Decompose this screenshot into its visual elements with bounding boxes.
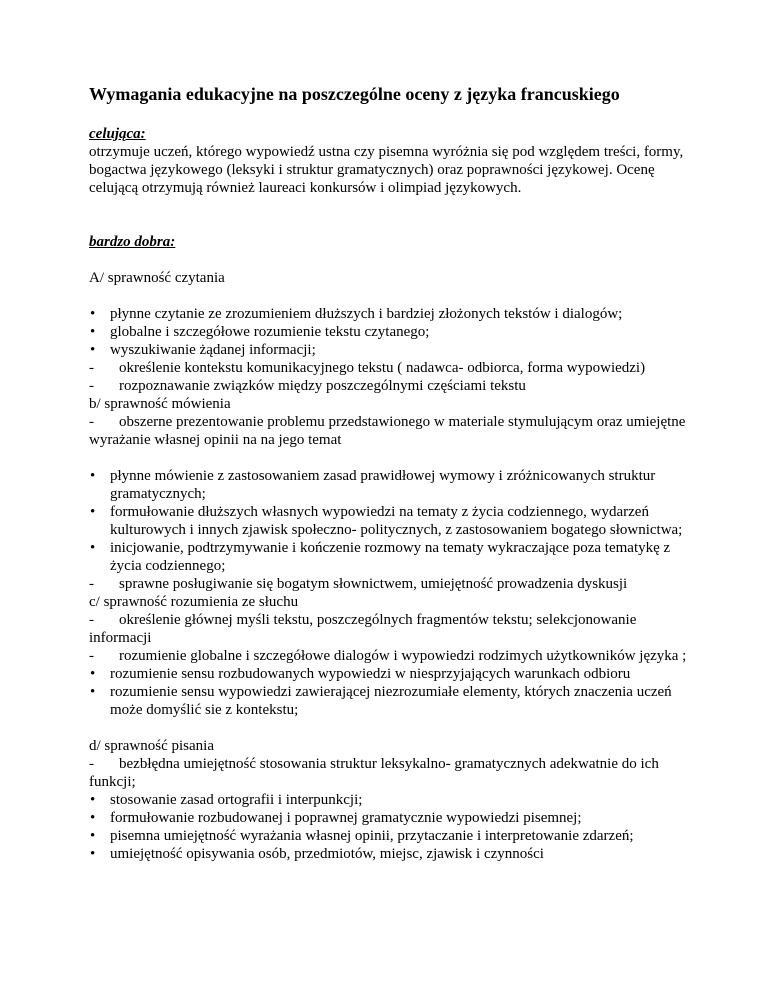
list-item: • formułowanie dłuższych własnych wypowiedzi na tematy z życia codziennego, wydarzeń kulturowych i innych zjawisk społeczno- politycznych, z zastosowaniem bogatego słownictwa; [89, 503, 689, 539]
list-item: • umiejętność opisywania osób, przedmiotów, miejsc, zjawisk i czynności [89, 845, 689, 863]
list-item: • globalne i szczegółowe rozumienie tekstu czytanego; [89, 323, 689, 341]
list-item: • rozumienie sensu wypowiedzi zawierającej niezrozumiałe elementy, których znaczenia uczeń może domyślić sie z kontekstu; [89, 683, 689, 719]
reading-dash-item: - rozpoznawanie związków między poszczególnymi częściami tekstu [89, 378, 526, 394]
writing-dash-intro: - bezbłędna umiejętność stosowania struktur leksykalno- gramatycznych adekwatnie do ich funkcji; [89, 756, 659, 790]
list-item: • stosowanie zasad ortografii i interpunkcji; [89, 791, 689, 809]
list-item: • inicjowanie, podtrzymywanie i kończenie rozmowy na tematy wykraczające poza tematykę z życia codziennego; [89, 539, 689, 575]
writing-bullet-list [89, 791, 689, 863]
list-item: • wyszukiwanie żądanej informacji; [89, 341, 689, 359]
reading-label: A/ sprawność czytania [89, 270, 225, 286]
section-bardzo-dobra [89, 233, 689, 863]
list-item: • formułowanie rozbudowanej i poprawnej gramatycznie wypowiedzi pisemnej; [89, 809, 689, 827]
list-item: • pisemna umiejętność wyrażania własnej opinii, przytaczanie i interpretowanie zdarzeń; [89, 827, 689, 845]
celujaca-text: otrzymuje uczeń, którego wypowiedź ustna czy pisemna wyróżnia się pod względem treści, formy, bogactwa językowego (leksyki i struktur gramatycznych) oraz poprawności językowej. Ocenę celującą otrzymują również laureaci konkursów i olimpiad językowych. [89, 144, 684, 196]
list-item: • płynne mówienie z zastosowaniem zasad prawidłowej wymowy i zróżnicowanych struktur gramatycznych; [89, 467, 689, 503]
list-item: • rozumienie sensu rozbudowanych wypowiedzi w niesprzyjających warunkach odbioru [89, 665, 689, 683]
listening-dash-item: - rozumienie globalne i szczegółowe dialogów i wypowiedzi rodzimych użytkowników języka ; [89, 648, 687, 664]
document-body [89, 83, 689, 863]
listening-bullet-list [89, 665, 689, 719]
writing-label: d/ sprawność pisania [89, 738, 214, 754]
list-item: • płynne czytanie ze zrozumieniem dłuższych i bardziej złożonych tekstów i dialogów; [89, 305, 689, 323]
speaking-bullet-list [89, 467, 689, 575]
reading-bullet-list [89, 305, 689, 359]
speaking-label: b/ sprawność mówienia [89, 396, 231, 412]
section-celujaca [89, 125, 689, 197]
listening-dash-item: - określenie głównej myśli tekstu, poszczególnych fragmentów tekstu; selekcjonowanie informacji [89, 612, 637, 646]
listening-label: c/ sprawność rozumienia ze słuchu [89, 594, 299, 610]
document-title: Wymagania edukacyjne na poszczególne oceny z języka francuskiego [89, 84, 620, 104]
grade-heading-celujaca: celująca: [89, 126, 146, 142]
speaking-dash-end: - sprawne posługiwanie się bogatym słownictwem, umiejętność prowadzenia dyskusji [89, 576, 628, 592]
grade-heading-bardzo-dobra: bardzo dobra: [89, 234, 176, 250]
speaking-dash-intro: - obszerne prezentowanie problemu przedstawionego w materiale stymulującym oraz umiejętne wyrażanie własnej opinii na na jego temat [89, 414, 686, 448]
reading-dash-item: - określenie kontekstu komunikacyjnego tekstu ( nadawca- odbiorca, forma wypowiedzi) [89, 360, 646, 376]
